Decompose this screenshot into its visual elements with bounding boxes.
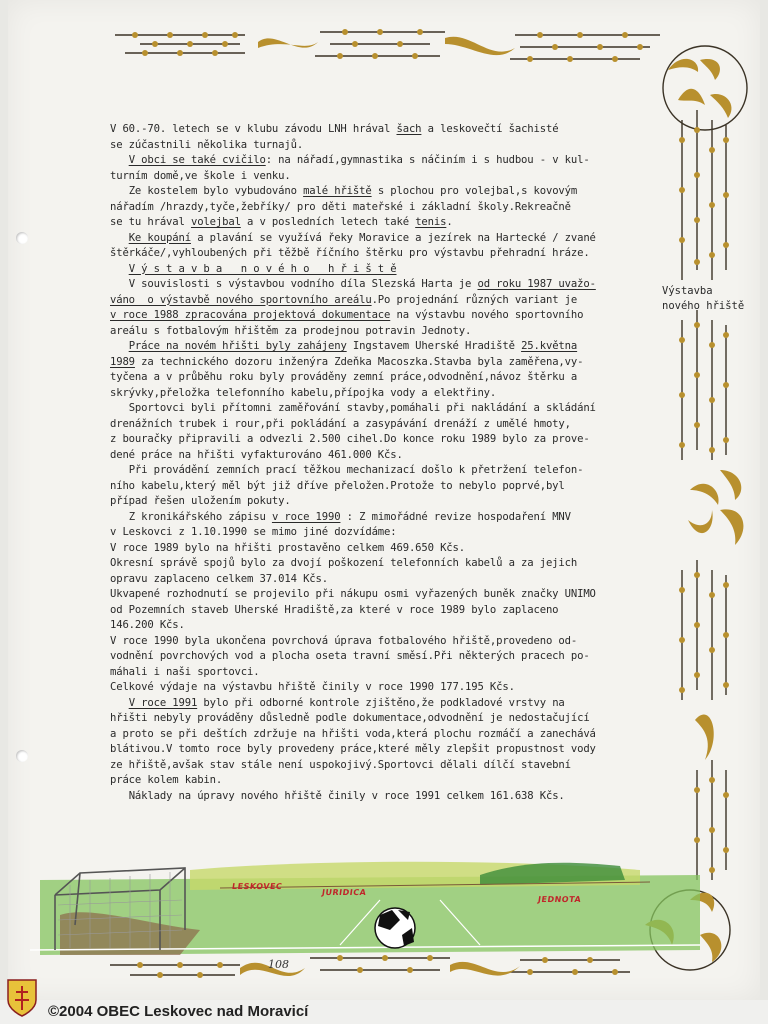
text-line: [110, 541, 650, 557]
underlined-text: šach: [396, 123, 422, 135]
text-line: [110, 696, 650, 712]
text-segment: s plochou pro volejbal,s kovovým: [371, 185, 578, 197]
text-line: [110, 634, 650, 650]
text-segment: případ řešen uložením pokuty.: [110, 495, 291, 507]
text-segment: Z kronikářského zápisu: [110, 510, 272, 523]
underlined-text: v roce 1990: [271, 510, 341, 523]
text-line: [110, 138, 650, 154]
text-line: [110, 246, 650, 262]
text-segment: práce kolem kabin.: [110, 774, 223, 786]
text-segment: [110, 697, 129, 709]
text-line: [110, 184, 650, 200]
underlined-text: V ý s t a v b a n o v é h o h ř i š t ě: [128, 262, 397, 275]
coat-of-arms-icon: [6, 978, 38, 1018]
text-segment: se zúčastnili několika turnajů.: [110, 138, 304, 151]
text-segment: Ingstavem Uherské Hradiště: [346, 340, 522, 352]
text-segment: se tu hrával: [110, 216, 191, 228]
text-segment: V roce 1990 byla ukončena povrchová úprava fotbalového hřiště,provedeno od-: [110, 634, 578, 647]
copyright-text: ©2004 OBEC Leskovec nad Moravicí: [48, 1003, 309, 1020]
text-line: [110, 494, 650, 510]
underlined-text: Práce na novém hřišti byly zahájeny: [128, 340, 347, 352]
text-line: [110, 463, 650, 479]
text-segment: bylo při odborné kontrole zjištěno,že podkladové vrstvy na: [197, 696, 565, 709]
text-line: [110, 277, 650, 293]
text-segment: na výstavbu nového sportovního: [390, 309, 584, 321]
text-line: [110, 401, 650, 417]
text-line: [110, 649, 650, 665]
text-line: [110, 680, 650, 696]
text-line: [110, 758, 650, 774]
underlined-text: V obci se také cvičilo: [128, 154, 266, 166]
text-line: [110, 448, 650, 464]
text-line: [110, 215, 650, 231]
text-segment: Při provádění zemních prací těžkou mechanizací došlo k přetržení telefon-: [110, 464, 584, 476]
text-segment: a proto se při deštích zdržuje na hřišti voda,která plochu rozmáčí a zanechává: [110, 727, 596, 740]
text-line: [110, 572, 650, 588]
text-segment: a leskovečtí šachisté: [421, 123, 559, 135]
text-segment: štěrkáče/,vyhloubených při těžbě říčního štěrku pro výstavbu přehradní hráze.: [110, 247, 590, 259]
text-segment: v Leskovci z 1.10.1990 se mimo jiné dozvídáme:: [110, 526, 397, 538]
text-segment: tyčena a v průběhu roku byly prováděny zemní práce,odvodnění,návoz štěrku a: [110, 371, 578, 383]
margin-note-line: nového hřiště: [662, 300, 745, 312]
text-line: [110, 370, 650, 386]
text-line: [110, 479, 650, 495]
text-line: [110, 618, 650, 634]
text-segment: za technického dozoru inženýra Zdeňka Macoszka.Stavba byla zaměřena,vy-: [134, 355, 584, 368]
text-line: [110, 587, 650, 603]
text-segment: Ukvapené rozhodnutí se projevilo při nákupu osmi vyřazených buněk značky UNIMO: [110, 588, 596, 600]
text-line: [110, 510, 650, 526]
text-line: [110, 773, 650, 789]
text-segment: skrývky,přeložka telefonního kabelu,přípojka vody a elektřiny.: [110, 386, 497, 399]
underlined-text: malé hřiště: [303, 185, 372, 197]
underlined-text: Ke koupání: [128, 231, 191, 244]
text-segment: Celkové výdaje na výstavbu hřiště činily v roce 1990 177.195 Kčs.: [110, 681, 515, 693]
margin-note: [662, 284, 744, 314]
text-line: [110, 432, 650, 448]
text-segment: hřišti nebyly prováděny důsledně podle dokumentace,odvodnění je nedostačující: [110, 712, 590, 724]
text-line: [110, 355, 650, 371]
text-segment: turním domě,ve škole i venku.: [110, 169, 291, 182]
typed-chronicle-text: [110, 122, 650, 804]
text-segment: drenážních trubek i rour,při pokládání a zasypávání drenáží z umělé hmoty,: [110, 417, 571, 430]
underlined-text: 25.května: [521, 340, 578, 352]
text-segment: dené práce na hřišti vyfakturováno 461.000 Kčs.: [110, 448, 403, 461]
text-segment: [110, 340, 129, 352]
underlined-text: v roce 1988 zpracována projektová dokumentace: [110, 309, 391, 321]
text-line: [110, 200, 650, 216]
underlined-text: 1989: [110, 355, 135, 368]
text-line: [110, 308, 650, 324]
underlined-text: tenis: [415, 216, 447, 228]
text-line: [110, 293, 650, 309]
text-segment: .: [446, 216, 453, 228]
page-number: 108: [268, 958, 289, 971]
text-segment: z bouračky připravili a odvezli 2.500 cihel.Do konce roku 1989 bylo za prove-: [110, 433, 590, 445]
text-segment: blátivou.V tomto roce byly provedeny práce,které měly zlepšit propustnost vody: [110, 743, 596, 755]
underlined-text: V roce 1991: [128, 696, 198, 709]
text-segment: a v posledních letech také: [240, 216, 416, 228]
underlined-text: váno o výstavbě nového sportovního areálu: [110, 293, 372, 306]
text-line: [110, 262, 650, 278]
text-line: [110, 169, 650, 185]
text-segment: V 60.-70. letech se v klubu závodu LNH hrával: [110, 123, 397, 135]
text-segment: [110, 154, 129, 166]
text-segment: vodnění povrchových vod a plocha oseta travní směsí.Při některých pracech po-: [110, 650, 590, 662]
text-line: [110, 525, 650, 541]
banner-jednota: JEDNOTA: [537, 895, 582, 904]
text-segment: Okresní správě spojů bylo za dvojí poškození telefonních kabelů a za jejich: [110, 557, 578, 569]
text-segment: [110, 263, 129, 275]
text-segment: 146.200 Kčs.: [110, 619, 185, 631]
text-line: [110, 727, 650, 743]
text-line: [110, 324, 650, 340]
text-segment: a plavání se využívá řeky Moravice a jezírek na Hartecké / zvané: [190, 231, 596, 244]
text-line: [110, 665, 650, 681]
text-segment: areálu s fotbalovým hřištěm za prodejnou potravin Jednoty.: [110, 324, 472, 337]
text-segment: Náklady na úpravy nového hřiště činily v roce 1991 celkem 161.638 Kčs.: [110, 789, 565, 802]
text-segment: Sportovci byli přítomni zaměřování stavby,pomáhali při nakládání a skládání: [110, 402, 596, 414]
text-segment: nářadím /hrazdy,tyče,žebříky/ pro děti mateřské i základní školy.Rekreačně: [110, 200, 571, 213]
text-segment: V souvislosti s výstavbou vodního díla Slezská Harta je: [110, 278, 478, 290]
text-segment: .Po projednání různých variant je: [371, 293, 578, 306]
banner-juridica: JURIDICA: [321, 888, 367, 897]
text-segment: ního kabelu,který měl být již dříve přeložen.Protože to nebylo poprvé,byl: [110, 479, 565, 492]
text-line: [110, 742, 650, 758]
text-segment: ze hřiště,avšak stav stále není uspokojivý.Sportovci dělali dílčí stavební: [110, 758, 571, 771]
text-line: [110, 556, 650, 572]
text-line: [110, 417, 650, 433]
underlined-text: volejbal: [190, 216, 241, 228]
text-line: [110, 153, 650, 169]
text-segment: od Pozemních staveb Uherské Hradiště,za které v roce 1989 bylo zaplaceno: [110, 603, 559, 616]
banner-leskovec: LESKOVEC: [231, 882, 283, 891]
text-line: [110, 603, 650, 619]
text-line: [110, 122, 650, 138]
margin-note-line: Výstavba: [662, 285, 713, 297]
text-segment: máhali i naši sportovci.: [110, 665, 260, 678]
text-segment: opravu zaplaceno celkem 37.014 Kčs.: [110, 572, 328, 585]
text-line: [110, 711, 650, 727]
underlined-text: od roku 1987 uvažo-: [477, 278, 596, 290]
text-line: [110, 231, 650, 247]
text-segment: V roce 1989 bylo na hřišti prostavěno celkem 469.650 Kčs.: [110, 541, 465, 554]
text-segment: [110, 232, 129, 244]
text-segment: : Z mimořádné revize hospodaření MNV: [340, 510, 571, 523]
text-segment: : na nářadí,gymnastika s náčiním i s hudbou - v kul-: [265, 154, 590, 166]
text-segment: Ze kostelem bylo vybudováno: [110, 185, 304, 197]
text-line: [110, 339, 650, 355]
text-line: [110, 386, 650, 402]
text-line: [110, 789, 650, 805]
